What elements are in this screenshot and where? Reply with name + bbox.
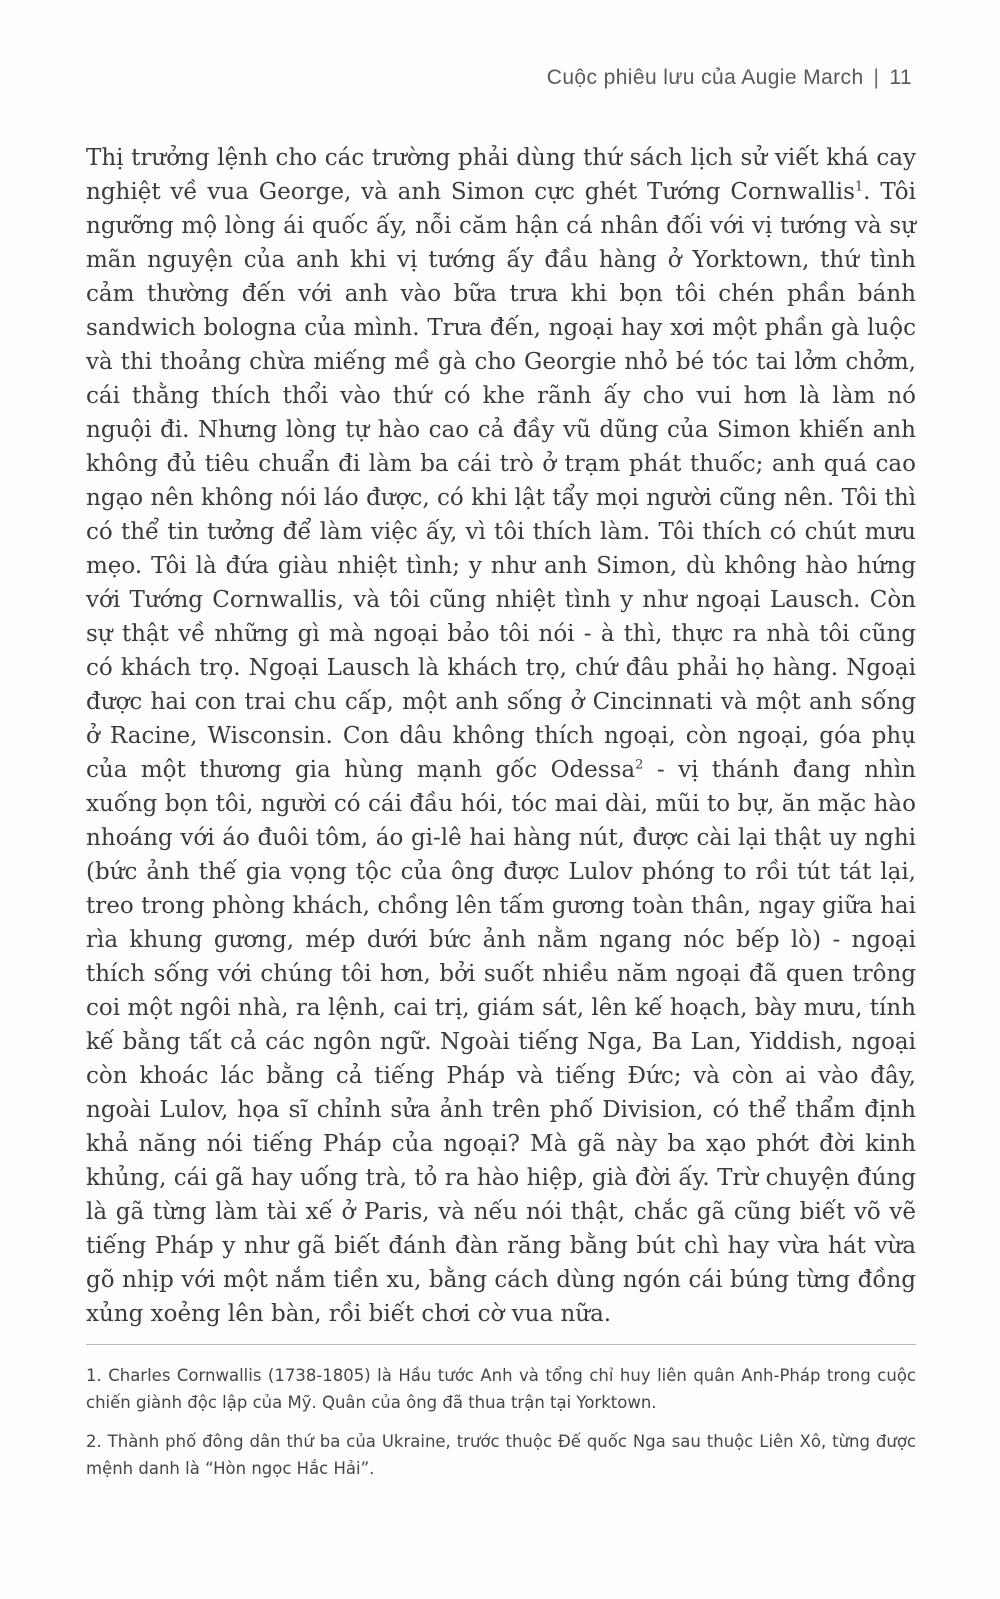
footnote-1: 1. Charles Cornwallis (1738-1805) là Hầu tước Anh và tổng chỉ huy liên quân Anh-Pháp trong cuộc chiến giành độc lập của Mỹ. Quân của ông đã thua trận tại Yorktown. [86, 1366, 916, 1412]
running-header [86, 66, 912, 90]
page-body [86, 141, 916, 1331]
footnotes-section [86, 1344, 916, 1494]
footnote-2: 2. Thành phố đông dân thứ ba của Ukraine, trước thuộc Đế quốc Nga sau thuộc Liên Xô, từng được mệnh danh là “Hòn ngọc Hắc Hải”. [86, 1432, 916, 1478]
header-separator: | [873, 66, 880, 89]
paragraph-text-1: Thị trưởng lệnh cho các trường phải dùng thứ sách lịch sử viết khá cay nghiệt về vua George, và anh Simon cực ghét Tướng Cornwallis [86, 145, 916, 205]
paragraph [86, 141, 916, 1331]
page-number: 11 [889, 66, 912, 89]
paragraph-text-3: - vị thánh đang nhìn xuống bọn tôi, người có cái đầu hói, tóc mai dài, mũi to bự, ăn mặc hào nhoáng với áo đuôi tôm, áo gi-lê hai hàng nút, được cài lại thật uy nghi (bức ảnh thế gia vọng tộc của ông được Lulov phóng to rồi tút tát lại, treo trong phòng khách, chồng lên tấm gương toàn thân, ngay giữa hai rìa khung gương, mép dưới bức ảnh nằm ngang nóc bếp lò) - ngoại thích sống với chúng tôi hơn, bởi suốt nhiều năm ngoại đã quen trông coi một ngôi nhà, ra lệnh, cai trị, giám sát, lên kế hoạch, bày mưu, tính kế bằng tất cả các ngôn ngữ. Ngoài tiếng Nga, Ba Lan, Yiddish, ngoại còn khoác lác bằng cả tiếng Pháp và tiếng Đức; và còn ai vào đây, ngoài Lulov, họa sĩ chỉnh sửa ảnh trên phố Division, có thể thẩm định khả năng nói tiếng Pháp của ngoại? Mà gã này ba xạo phớt đời kinh khủng, cái gã hay uống trà, tỏ ra hào hiệp, già đời ấy. Trừ chuyện đúng là gã từng làm tài xế ở Paris, và nếu nói thật, chắc gã cũng biết võ vẽ tiếng Pháp y như gã biết đánh đàn răng bằng bút chì hay vừa hát vừa gõ nhịp với một nắm tiền xu, bằng cách dùng ngón cái búng từng đồng xủng xoẻng lên bàn, rồi biết chơi cờ vua nữa. [86, 757, 916, 1327]
footnote-ref-2: 2 [635, 757, 644, 773]
paragraph-text-2: . Tôi ngưỡng mộ lòng ái quốc ấy, nỗi căm hận cá nhân đối với vị tướng và sự mãn nguyện của anh khi vị tướng ấy đầu hàng ở Yorktown, thứ tình cảm thường đến với anh vào bữa trưa khi bọn tôi chén phần bánh sandwich bologna của mình. Trưa đến, ngoại hay xơi một phần gà luộc và thi thoảng chừa miếng mề gà cho Georgie nhỏ bé tóc tai lởm chởm, cái thằng thích thổi vào thứ có khe rãnh ấy cho vui hơn là làm nó nguội đi. Nhưng lòng tự hào cao cả đầy vũ dũng của Simon khiến anh không đủ tiêu chuẩn đi làm ba cái trò ở trạm phát thuốc; anh quá cao ngạo nên không nói láo được, có khi lật tẩy mọi người cũng nên. Tôi thì có thể tin tưởng để làm việc ấy, vì tôi thích làm. Tôi thích có chút mưu mẹo. Tôi là đứa giàu nhiệt tình; y như anh Simon, dù không hào hứng với Tướng Cornwallis, và tôi cũng nhiệt tình y như ngoại Lausch. Còn sự thật về những gì mà ngoại bảo tôi nói - à thì, thực ra nhà tôi cũng có khách trọ. Ngoại Lausch là khách trọ, chứ đâu phải họ hàng. Ngoại được hai con trai chu cấp, một anh sống ở Cincinnati và một anh sống ở Racine, Wisconsin. Con dâu không thích ngoại, còn ngoại, góa phụ của một thương gia hùng mạnh gốc Odessa [86, 179, 916, 783]
running-header-title: Cuộc phiêu lưu của Augie March [546, 66, 864, 89]
footnote-ref-1: 1 [854, 179, 864, 195]
